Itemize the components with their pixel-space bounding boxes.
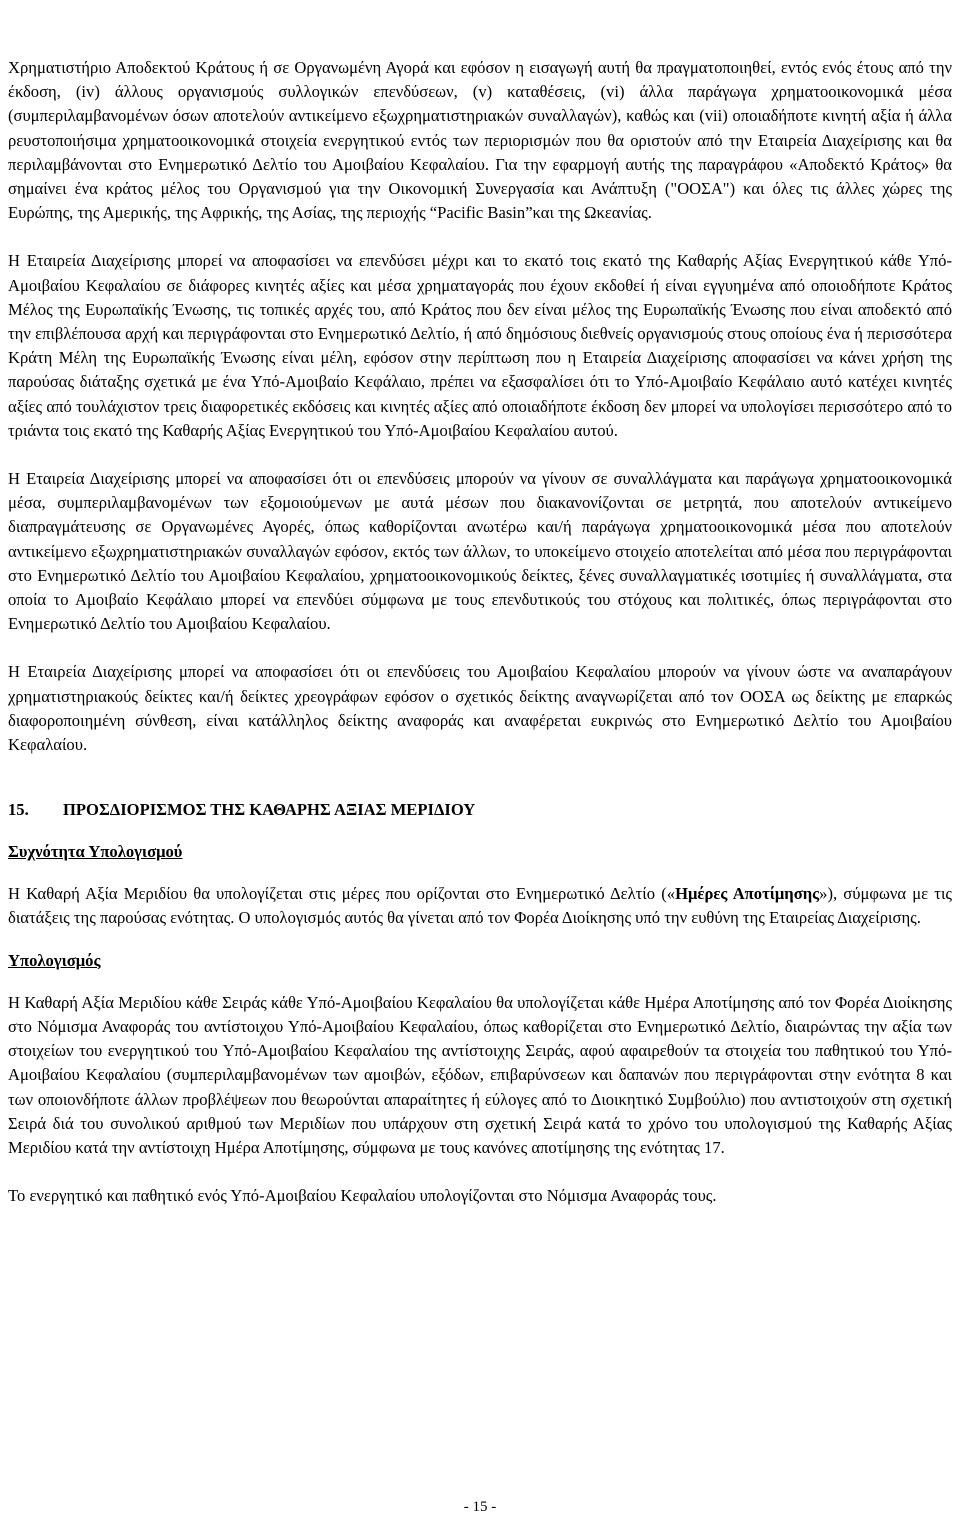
section-title: ΠΡΟΣΔΙΟΡΙΣΜΟΣ ΤΗΣ ΚΑΘΑΡΗΣ ΑΞΙΑΣ ΜΕΡΙΔΙΟΥ — [63, 800, 476, 820]
valuation-days-term: Ημέρες Αποτίμησης — [675, 884, 820, 904]
paragraph-member-state-investment: Η Εταιρεία Διαχείρισης μπορεί να αποφασίσει να επενδύσει μέχρι και το εκατό τοις εκατό της Καθαρής Αξίας Ενεργητικού κάθε Υπό-Αμοιβαίου Κεφαλαίου σε διάφορες κινητές αξίες και μέσα χρηματαγοράς που έχουν εκδοθεί ή είναι εγγυημένα από οποιοδήποτε Κράτος Μέλος της Ευρωπαϊκής Ένωσης, τις τοπικές αρχές του, από Κράτος που δεν είναι μέλος της Ευρωπαϊκής Ένωσης που είναι αποδεκτό από την επιβλέπουσα αρχή και περιγράφονται στο Ενημερωτικό Δελτίο, ή από δημόσιους διεθνείς οργανισμούς στους οποίους ένα ή περισσότερα Κράτη Μέλη της Ευρωπαϊκής Ένωσης είναι μέλη, εφόσον στην περίπτωση που η Εταιρεία Διαχείρισης αποφασίσει να κάνει χρήση της παρούσας διάταξης σχετικά με ένα Υπό-Αμοιβαίο Κεφάλαιο, πρέπει να εξασφαλίσει ότι το Υπό-Αμοιβαίο Κεφάλαιο αυτό κατέχει κινητές αξίες από τουλάχιστον τρεις διαφορετικές εκδόσεις και κινητές αξίες από οποιαδήποτε έκδοση δεν μπορεί να υπολογίσει περισσότερο από το τριάντα τοις εκατό της Καθαρής Αξίας Ενεργητικού του Υπό-Αμοιβαίου Κεφαλαίου αυτού. — [8, 251, 952, 440]
paragraph-eligible-state: Χρηματιστήριο Αποδεκτού Κράτους ή σε Οργανωμένη Αγορά και εφόσον η εισαγωγή αυτή θα πραγματοποιηθεί, εντός ενός έτους από την έκδοση, (iv) άλλους οργανισμούς συλλογικών επενδύσεων, (v) καταθέσεις, (vi) άλλα παράγωγα χρηματοοικονομικά μέσα (συμπεριλαμβανομένων όσων αποτελούν αντικείμενο εξωχρηματιστηριακών συναλλαγών), καθώς και (vii) οποιαδήποτε κινητή αξία ή άλλα ρευστοποιήσιμα χρηματοοικονομικά στοιχεία ενεργητικού εντός των περιορισμών που θα οριστούν από την Εταιρεία Διαχείρισης και θα περιλαμβάνονται στο Ενημερωτικό Δελτίο του Αμοιβαίου Κεφαλαίου. Για την εφαρμογή αυτής της παραγράφου «Αποδεκτό Κράτος» θα σημαίνει ένα κράτος μέλος του Οργανισμού για την Οικονομική Συνεργασία και Ανάπτυξη ("ΟΟΣΑ") και όλες τις άλλες χώρες της Ευρώπης, της Αμερικής, της Αφρικής, της Ασίας, της περιοχής “Pacific Basin”και της Ωκεανίας. — [8, 58, 952, 223]
section-heading — [8, 798, 952, 822]
subheading-calculation-frequency: Συχνότητα Υπολογισμού — [8, 842, 183, 862]
paragraph-derivatives: Η Εταιρεία Διαχείρισης μπορεί να αποφασίσει ότι οι επενδύσεις μπορούν να γίνουν σε συναλλάγματα και παράγωγα χρηματοοικονομικά μέσα, συμπεριλαμβανομένων των εξομοιούμενων με αυτά μέσων που διακανονίζονται σε μετρητά, που αποτελούν αντικείμενο διαπραγμάτευσης σε Οργανωμένες Αγορές, όπως καθορίζονται ανωτέρω και/ή παράγωγα χρηματοοικονομικά μέσα που αποτελούν αντικείμενο εξωχρηματιστηριακών συναλλαγών εφόσον, εκτός των άλλων, το υποκείμενο στοιχείο αποτελείται από μέσα που περιγράφονται στο Ενημερωτικό Δελτίο του Αμοιβαίου Κεφαλαίου, χρηματοοικονομικούς δείκτες, ξένες συναλλαγματικές ισοτιμίες ή συναλλάγματα, στα οποία το Αμοιβαίο Κεφάλαιο μπορεί να επενδύει σύμφωνα με τους επενδυτικούς του στόχους και πολιτικές, όπως περιγράφονται στο Ενημερωτικό Δελτίο του Αμοιβαίου Κεφαλαίου. — [8, 469, 952, 634]
section-number: 15. — [8, 800, 29, 820]
subheading-calculation: Υπολογισμός — [8, 950, 101, 970]
page-number: - 15 - — [463, 1499, 497, 1515]
document-page — [8, 56, 952, 1208]
paragraph-index-replication: Η Εταιρεία Διαχείρισης μπορεί να αποφασίσει ότι οι επενδύσεις του Αμοιβαίου Κεφαλαίου μπορούν να γίνουν ώστε να αναπαράγουν χρηματιστηριακούς δείκτες και/ή δείκτες χρεογράφων εφόσον ο σχετικός δείκτης αναγνωρίζεται από τον ΟΟΣΑ ως δείκτης με επαρκώς διαφοροποιημένη σύνθεση, είναι κατάλληλος δείκτης αναφοράς και αναφέρεται ευκρινώς στο Ενημερωτικό Δελτίο του Αμοιβαίου Κεφαλαίου. — [8, 662, 952, 755]
paragraph-reference-currency: Το ενεργητικό και παθητικό ενός Υπό-Αμοιβαίου Κεφαλαίου υπολογίζονται στο Νόμισμα Αναφοράς τους. — [8, 1186, 717, 1206]
valuation-days-text-b: »), σύμφωνα με τις διατάξεις της παρούσας ενότητας. Ο υπολογισμός αυτός θα γίνεται από τον Φορέα Διοίκησης υπό την ευθύνη της Εταιρείας Διαχείρισης. — [8, 884, 952, 928]
paragraph-nav-calculation: Η Καθαρή Αξία Μεριδίου κάθε Σειράς κάθε Υπό-Αμοιβαίου Κεφαλαίου θα υπολογίζεται κάθε Ημέρα Αποτίμησης από τον Φορέα Διοίκησης στο Νόμισμα Αναφοράς του αντίστοιχου Υπό-Αμοιβαίου Κεφαλαίου, όπως καθορίζεται στο Ενημερωτικό Δελτίο, διαιρώντας την αξία των στοιχείων του ενεργητικού του Υπό-Αμοιβαίου Κεφαλαίου της αντίστοιχης Σειράς, αφού αφαιρεθούν τα στοιχεία του παθητικού του Υπό-Αμοιβαίου Κεφαλαίου (συμπεριλαμβανομένων των αμοιβών, εξόδων, επιβαρύνσεων και δαπανών που περιγράφονται στην ενότητα 8 και των οποιονδήποτε άλλων προβλέψεων που θεωρούνται απαραίτητες ή εύλογες από το Διοικητικό Συμβούλιο) που αντιστοιχούν στη σχετική Σειρά διά του συνολικού αριθμού των Μεριδίων που υπάρχουν στη σχετική Σειρά κατά το χρόνο του υπολογισμού της Καθαρής Αξίας Μεριδίου κατά την αντίστοιχη Ημέρα Αποτίμησης, σύμφωνα με τους κανόνες αποτίμησης της ενότητας 17. — [8, 992, 952, 1157]
paragraph-valuation-days — [8, 882, 952, 930]
valuation-days-text-a: Η Καθαρή Αξία Μεριδίου θα υπολογίζεται στις μέρες που ορίζονται στο Ενημερωτικό Δελτίο (« — [8, 884, 676, 904]
